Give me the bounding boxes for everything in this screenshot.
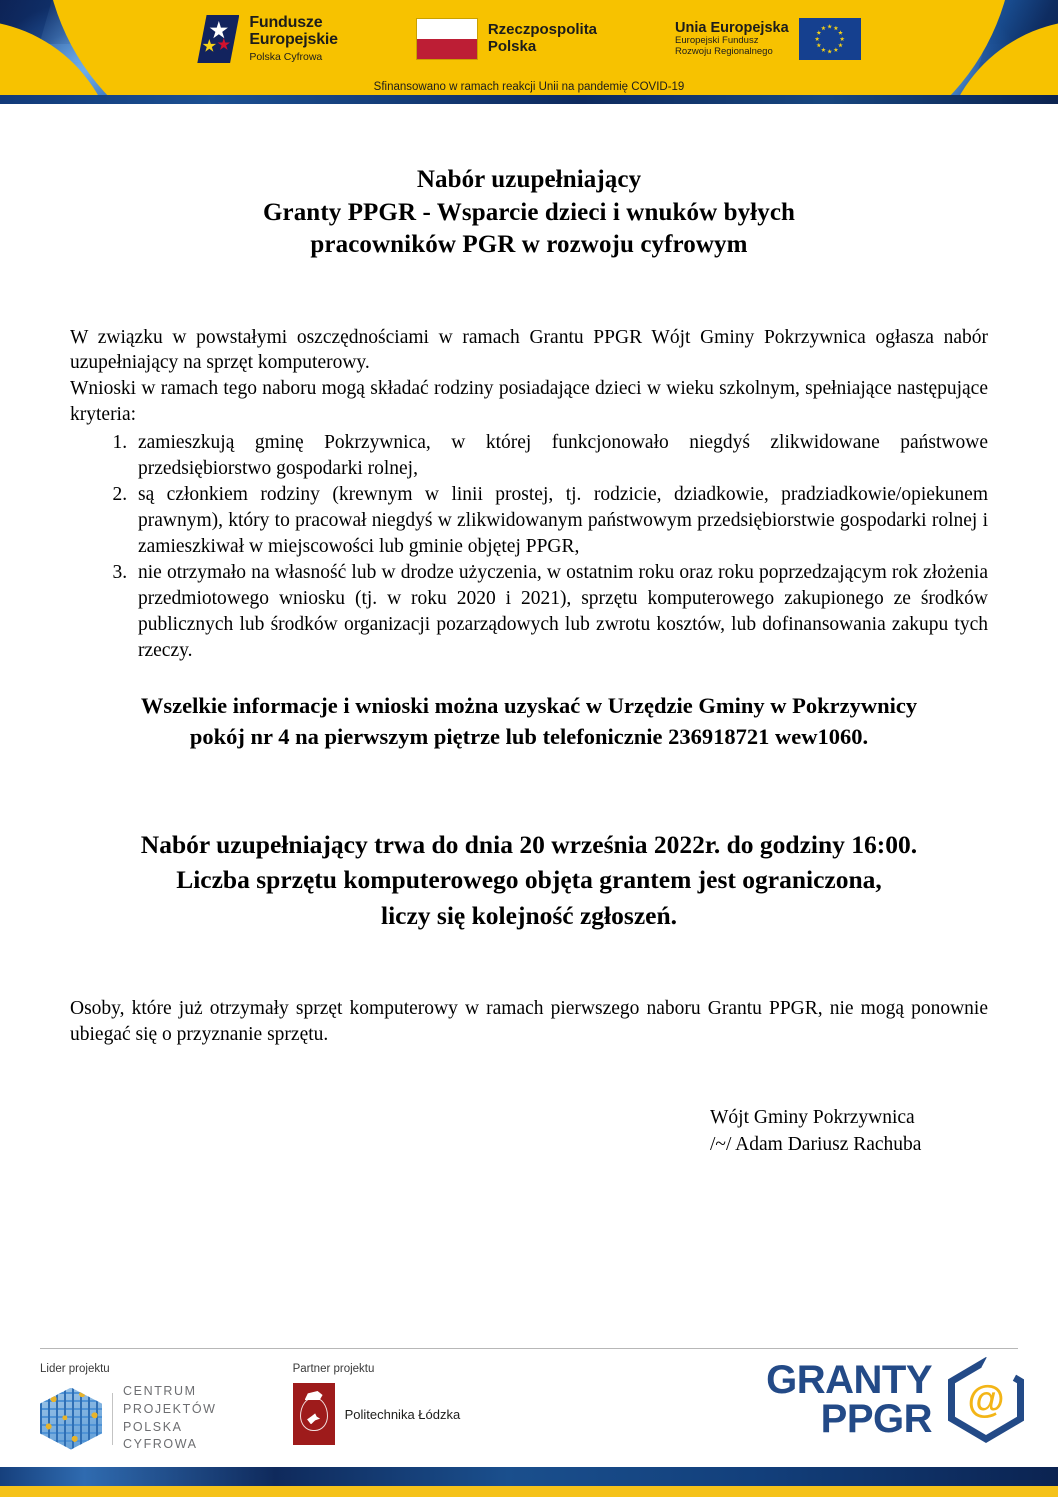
fe-logo-line2: Europejskie [249,31,338,49]
contact-callout-line-1: Wszelkie informacje i wnioski można uzyskać w Urzędzie Gminy w Pokrzywnicy [140,693,918,719]
cppc-name-line-3: POLSKA [123,1419,183,1434]
signature-name: /~/ Adam Dariusz Rachuba [710,1133,922,1155]
logo-unia-europejska [675,18,861,60]
header-bottom-rule [0,95,1058,104]
politechnika-lodzka-crest-icon [293,1383,335,1445]
partner-caption: Partner projektu [292,1363,375,1375]
criteria-list [70,430,988,663]
criteria-item: 1. zamieszkują gminę Pokrzywnica, w której funkcjonowało niegdyś zlikwidowane państwowe przedsiębiorstwo gospodarki rolnej, [132,430,988,482]
at-symbol: @ [967,1379,1005,1421]
rp-logo-line2: Polska [487,38,537,55]
covid-funding-note: Sfinansowano w ramach reakcji Unii na pandemię COVID-19 [373,81,685,93]
cppc-name-line-2: PROJEKTÓW [123,1401,217,1416]
funding-logos-row [0,0,1058,78]
fundusze-europejskie-icon [197,15,239,63]
fe-logo-line3: Polska Cyfrowa [249,50,323,63]
criteria-item: 2. są członkiem rodziny (krewnym w linii prostej, tj. rodzicie, dziadkowie, pradziadkowie/opiekunem prawnym), który to pracował niegdyś w zlikwidowanym państwowym przedsiębiorstwie gospodarki rolnej i zamieszkiwał w miejscowości lub gminie objętej PPGR, [132,482,988,560]
fe-logo-line1: Fundusze [249,14,323,32]
footer-yellow-strip [0,1486,1058,1497]
project-leader-block [40,1363,217,1454]
intro-paragraph-2: Wnioski w ramach tego naboru mogą składać rodziny posiadające dzieci w wieku szkolnym, spełniające następujące kryteria: [70,378,988,426]
deadline-line-2: Liczba sprzętu komputerowego objęta grantem jest ograniczona, [176,865,882,895]
eu-logo-line1: Unia Europejska [675,19,789,36]
contact-callout [70,691,988,752]
eu-flag-icon [799,18,861,60]
criteria-item: 3. nie otrzymało na własność lub w drodze użyczenia, w ostatnim roku oraz roku poprzedzającym rok złożenia przedmiotowego wniosku (tj. w roku 2020 i 2021), sprzętu komputerowego zakupionego ze środków publicznych lub środków organizacji pozarządowych lub zwrotu kosztów, lub dofinansowania zakupu tych rzeczy. [132,560,988,664]
deadline-line-1: Nabór uzupełniający trwa do dnia 20 września 2022r. do godziny 16:00. [140,829,918,859]
polish-flag-icon [416,18,478,60]
cppc-name [123,1383,217,1454]
signature-block [70,1104,988,1159]
granty-logo-line-2: PPGR [820,1397,932,1441]
title-line-2: Granty PPGR - Wsparcie dzieci i wnuków byłych [262,198,796,226]
partner-name: Politechnika Łódzka [344,1406,461,1422]
signature-role: Wójt Gminy Pokrzywnica [710,1106,915,1128]
eu-logo-line2: Europejski Fundusz [675,35,759,47]
granty-hexagon-at-icon [948,1357,1024,1443]
cppc-name-line-4: CYFROWA [123,1437,198,1452]
leader-caption: Lider projektu [40,1363,110,1375]
project-partner-block [293,1363,461,1445]
cppc-circuit-icon [40,1388,102,1450]
logo-rzeczpospolita-polska [416,18,597,60]
title-line-1: Nabór uzupełniający [416,166,642,193]
deadline-line-3: liczy się kolejność zgłoszeń. [380,901,678,931]
footer-blue-strip [0,1467,1058,1486]
intro-paragraph-1: W związku w powstałymi oszczędnościami w ramach Grantu PPGR Wójt Gminy Pokrzywnica ogłasza nabór uzupełniający na sprzęt komputerowy. [70,326,988,374]
logo-fundusze-europejskie [197,15,338,63]
page-footer [0,1348,1058,1497]
rp-logo-line1: Rzeczpospolita [487,21,598,39]
cppc-divider [112,1393,113,1445]
granty-logo-line-1: GRANTY [766,1357,932,1402]
title-line-3: pracowników PGR w rozwoju cyfrowym [310,231,748,258]
document-body [0,164,1058,1158]
cppc-name-line-1: CENTRUM [123,1384,197,1398]
page-title [70,164,988,262]
closing-paragraph: Osoby, które już otrzymały sprzęt komputerowy w ramach pierwszego naboru Grantu PPGR, nie mogą ponownie ubiegać się o przyznanie sprzętu. [70,997,988,1045]
granty-ppgr-logo [766,1357,1024,1443]
deadline-notice [70,827,988,934]
contact-callout-line-2: pokój nr 4 na pierwszym piętrze lub telefonicznie 236918721 wew1060. [189,724,869,750]
eu-logo-line3: Rozwoju Regionalnego [675,46,773,58]
eu-funding-header-band [0,0,1058,104]
